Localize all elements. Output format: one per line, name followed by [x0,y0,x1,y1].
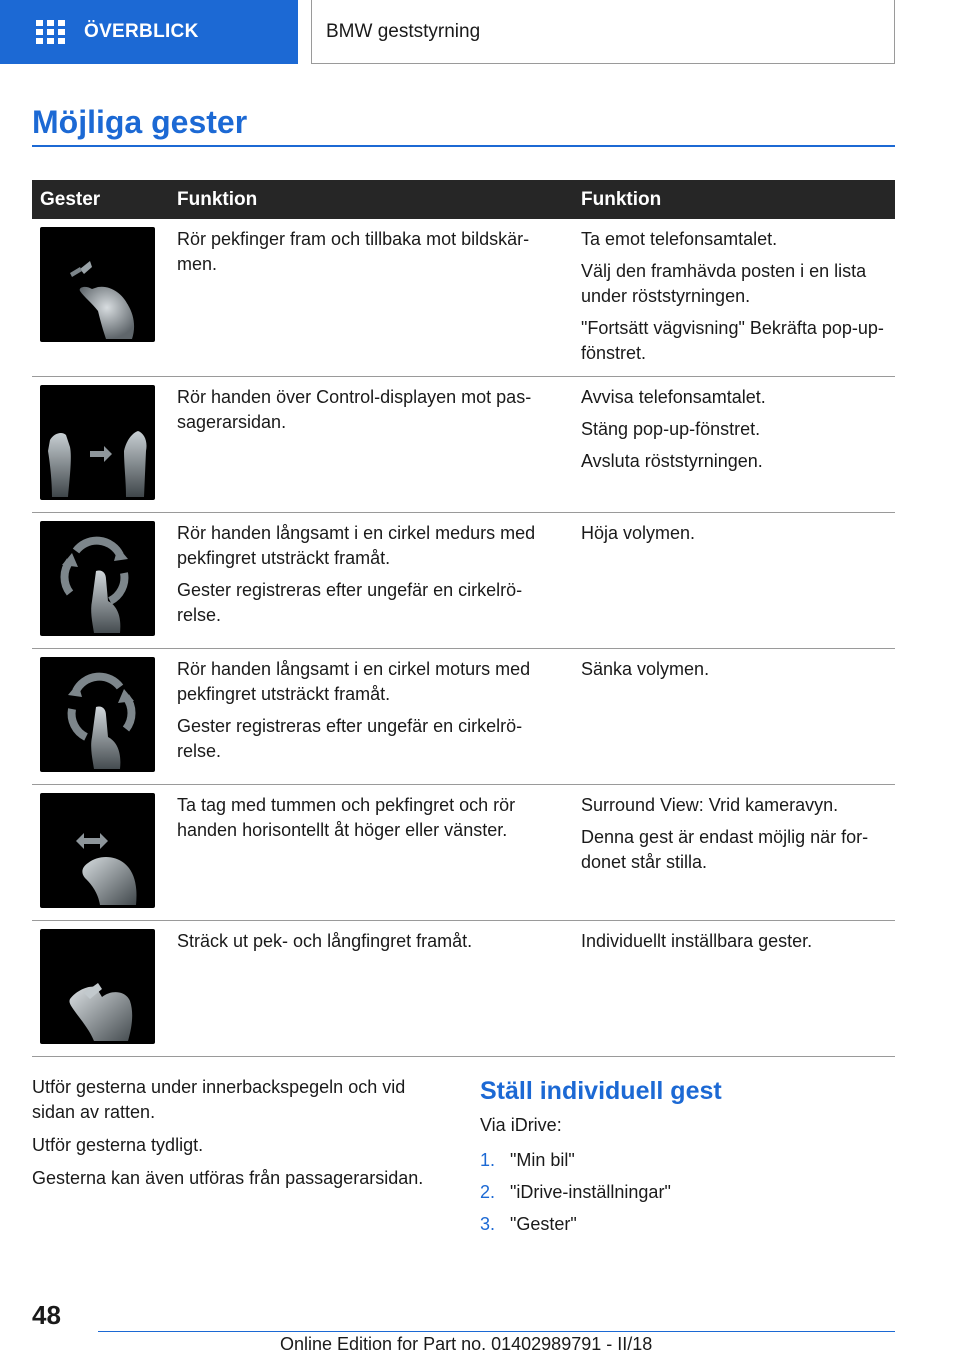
circle-counterclockwise-gesture-icon [40,657,155,772]
overview-tab[interactable] [0,0,298,64]
grid-menu-icon [36,20,66,44]
step-number: 2. [480,1182,496,1202]
page-title: Möjliga gester [32,104,248,140]
chapter-title: BMW geststyrning [326,20,481,42]
gesture-function: Välj den framhävda posten i en lista under röststyrningen. [581,261,867,306]
table-row [32,649,895,785]
footer-edition-text: Online Edition for Part no. 01402989791 - II/18 [280,1334,653,1354]
gesture-description: Ta tag med tummen och pekfingret och rör handen horisontellt åt höger eller vänster. [177,795,516,840]
table-row [32,377,895,513]
chapter-title-box [311,0,895,64]
overview-tab-label: ÖVERBLICK [84,21,199,42]
step-number: 3. [480,1214,496,1234]
step-text: "Gester" [510,1214,577,1234]
usage-note: Gesterna kan även utföras från passagerarsidan. [32,1168,424,1188]
section-intro: Via iDrive: [480,1115,562,1135]
point-forward-back-gesture-icon [40,227,155,342]
gesture-description: Rör handen över Control-displayen mot pas-sagerarsidan. [177,387,532,432]
gesture-function: Individuellt inställbara gester. [581,931,813,951]
usage-note: Utför gesterna tydligt. [32,1135,204,1155]
circle-clockwise-gesture-icon [40,521,155,636]
gesture-function: Denna gest är endast möjlig när for-donet står stilla. [581,827,869,872]
list-item [480,1180,895,1205]
swipe-hand-gesture-icon [40,385,155,500]
title-divider [32,145,895,147]
header-gester: Gester [32,180,169,219]
list-item [480,1148,895,1173]
table-row [32,921,895,1057]
gesture-function: Avvisa telefonsamtalet. [581,387,766,407]
gesture-table [32,180,895,1057]
gesture-description: Gester registreras efter ungefär en cirkelrö-relse. [177,716,523,761]
gesture-function: Stäng pop-up-fönstret. [581,419,761,439]
gesture-description: Gester registreras efter ungefär en cirkelrö-relse. [177,580,523,625]
gesture-description: Rör handen långsamt i en cirkel moturs med pekfingret utsträckt framåt. [177,659,531,704]
gesture-description: Rör pekfinger fram och tillbaka mot bildskär-men. [177,229,530,274]
steps-list [480,1148,895,1237]
page-number: 48 [32,1300,61,1330]
gesture-function: Höja volymen. [581,523,696,543]
step-number: 1. [480,1150,496,1170]
gesture-function: Sänka volymen. [581,659,710,679]
custom-gesture-section [480,1075,895,1244]
gesture-function: Avsluta röststyrningen. [581,451,763,471]
step-text: "iDrive-inställningar" [510,1182,671,1202]
usage-notes [32,1075,452,1199]
gesture-function: Ta emot telefonsamtalet. [581,229,778,249]
gesture-description: Sträck ut pek- och långfingret framåt. [177,931,473,951]
gesture-description: Rör handen långsamt i en cirkel medurs med pekfingret utsträckt framåt. [177,523,536,568]
table-row [32,513,895,649]
usage-note: Utför gesterna under innerbackspegeln och vid sidan av ratten. [32,1077,406,1122]
step-text: "Min bil" [510,1150,575,1170]
pinch-swipe-horizontal-gesture-icon [40,793,155,908]
gesture-function: Surround View: Vrid kameravyn. [581,795,839,815]
section-heading: Ställ individuell gest [480,1077,722,1105]
gesture-function: "Fortsätt vägvisning" Bekräfta pop-up-fönstret. [581,318,884,363]
header-funktion-result: Funktion [573,180,895,219]
table-row [32,219,895,377]
header-funktion-description: Funktion [169,180,573,219]
list-item [480,1212,895,1237]
two-finger-point-gesture-icon [40,929,155,1044]
footer-divider [98,1331,895,1332]
table-header-row [32,180,895,219]
table-row [32,785,895,921]
